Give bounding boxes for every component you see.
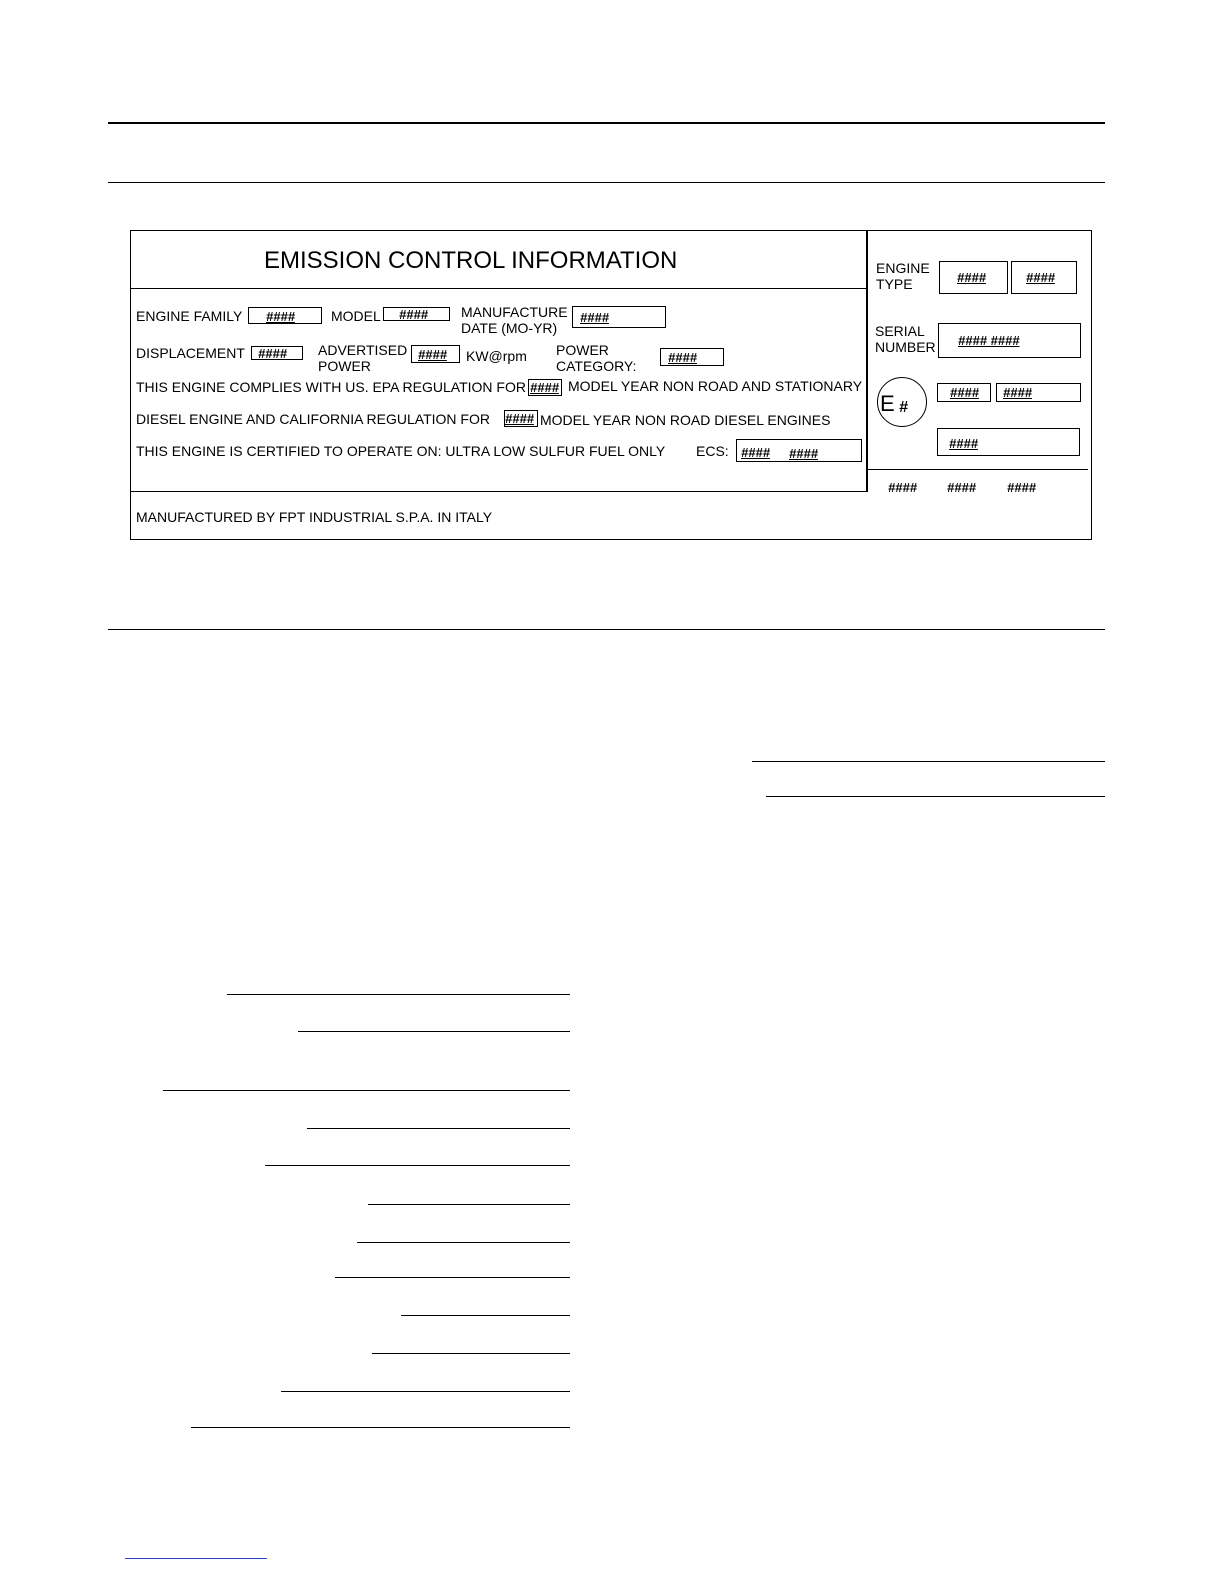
e-mark-letter: E — [880, 391, 895, 416]
label-title: EMISSION CONTROL INFORMATION — [264, 247, 678, 274]
ca-year-value: #### — [505, 411, 534, 426]
left-rule-8 — [335, 1277, 570, 1278]
manufacture-date-label-line2: DATE (MO-YR) — [461, 320, 558, 336]
left-rule-1 — [227, 994, 570, 995]
serial-number-label-line1: SERIAL — [875, 323, 925, 339]
label-divider-vertical — [866, 230, 868, 492]
model-label: MODEL — [331, 308, 381, 324]
manufacture-date-value: #### — [580, 310, 609, 325]
right-rule-1 — [752, 761, 1105, 762]
e-mark-number: # — [899, 399, 908, 416]
ca-line-suffix: MODEL YEAR NON ROAD DIESEL ENGINES — [540, 412, 831, 428]
engine-type-value-2: #### — [1026, 270, 1055, 285]
ecs-label: ECS: — [696, 443, 729, 459]
label-title-divider — [130, 288, 867, 289]
power-category-label-line2: CATEGORY: — [556, 358, 637, 374]
advertised-power-label-line1: ADVERTISED — [318, 342, 408, 358]
left-rule-7 — [357, 1242, 570, 1243]
advertised-power-label-line2: POWER — [318, 358, 371, 374]
power-category-label-line1: POWER — [556, 342, 609, 358]
left-rule-6 — [368, 1204, 570, 1205]
e-mark-value-3: #### — [949, 436, 978, 451]
manufacture-date-label-line1: MANUFACTURE — [461, 304, 568, 320]
power-category-value: #### — [668, 350, 697, 365]
serial-number-label-line2: NUMBER — [875, 339, 936, 355]
e-mark-value-2: #### — [1003, 385, 1032, 400]
left-rule-11 — [281, 1391, 570, 1392]
engine-type-label-line2: TYPE — [876, 276, 913, 292]
bottom-code-2: #### — [947, 480, 976, 495]
header-rule-top — [108, 122, 1105, 124]
right-rule-2 — [766, 796, 1105, 797]
label-right-divider — [866, 469, 1088, 470]
epa-line-suffix: MODEL YEAR NON ROAD AND STATIONARY — [568, 378, 863, 394]
left-rule-10 — [372, 1353, 570, 1354]
ca-line-prefix: DIESEL ENGINE AND CALIFORNIA REGULATION FOR — [136, 411, 490, 427]
displacement-value: #### — [258, 346, 287, 361]
left-rule-9 — [401, 1315, 570, 1316]
epa-line-prefix: THIS ENGINE COMPLIES WITH US. EPA REGULATION FOR — [136, 379, 526, 395]
label-footer-divider — [130, 491, 867, 492]
advertised-power-value: #### — [418, 347, 447, 362]
footer-link-rule[interactable] — [125, 1558, 267, 1559]
engine-type-value-1: #### — [957, 270, 986, 285]
left-rule-4 — [307, 1128, 570, 1129]
header-rule-bottom — [108, 182, 1105, 183]
left-rule-5 — [265, 1165, 570, 1166]
ecs-value-2: #### — [789, 446, 818, 461]
manufacturer-line: MANUFACTURED BY FPT INDUSTRIAL S.P.A. IN ITALY — [136, 509, 493, 525]
bottom-code-3: #### — [1007, 480, 1036, 495]
displacement-label: DISPLACEMENT — [136, 345, 245, 361]
serial-number-value: #### #### — [958, 333, 1020, 348]
model-value: #### — [399, 307, 428, 322]
advertised-power-unit: KW@rpm — [466, 348, 527, 364]
figure-rule — [108, 629, 1105, 630]
engine-family-label: ENGINE FAMILY — [136, 308, 243, 324]
engine-type-label-line1: ENGINE — [876, 260, 930, 276]
e-mark-value-1: #### — [950, 385, 979, 400]
engine-family-value: #### — [266, 309, 295, 324]
ecs-value-1: #### — [741, 445, 770, 460]
epa-year-value: #### — [530, 380, 559, 395]
left-rule-2 — [298, 1031, 570, 1032]
bottom-code-1: #### — [888, 480, 917, 495]
left-rule-12 — [191, 1427, 570, 1428]
fuel-line: THIS ENGINE IS CERTIFIED TO OPERATE ON: ULTRA LOW SULFUR FUEL ONLY — [136, 443, 666, 459]
left-rule-3 — [163, 1090, 570, 1091]
